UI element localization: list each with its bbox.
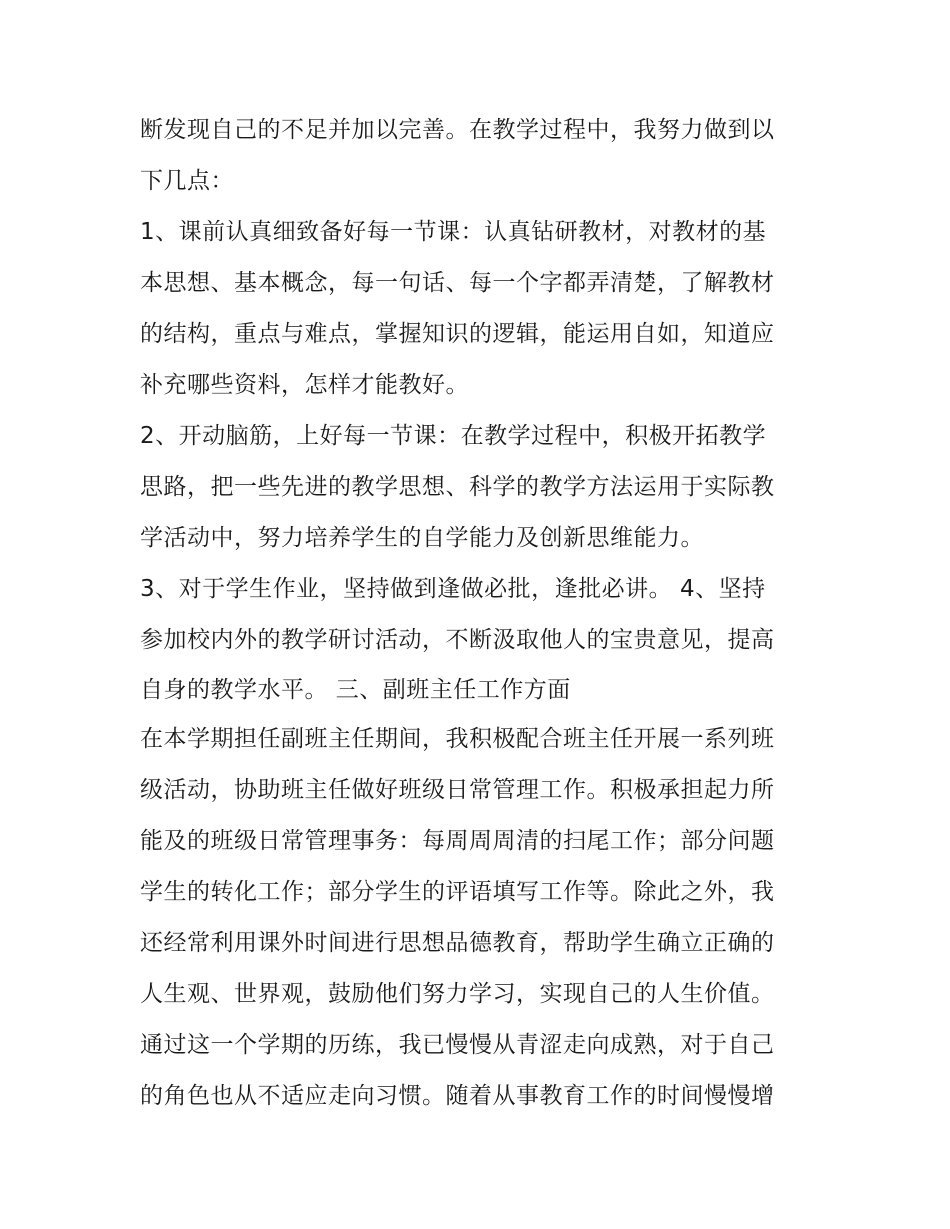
text-line: 参加校内外的教学研讨活动，不断汲取他人的宝贵意见，提高 [140,627,775,653]
text-line: 3、对于学生作业，坚持做到逢做必批，逢批必讲。 4、坚持 [140,576,766,602]
text-line: 人生观、世界观，鼓励他们努力学习，实现自己的人生价值。 [140,981,775,1007]
text-line: 的结构，重点与难点，掌握知识的逻辑，能运用自如，知道应 [140,321,775,347]
text-line: 1、课前认真细致备好每一节课：认真钻研教材，对教材的基 [140,219,767,245]
text-line: 通过这一个学期的历练，我已慢慢从青涩走向成熟，对于自己 [140,1032,775,1058]
text-line: 断发现自己的不足并加以完善。在教学过程中，我努力做到以 [140,117,775,143]
text-line: 补充哪些资料，怎样才能教好。 [140,372,469,398]
text-line: 学生的转化工作；部分学生的评语填写工作等。除此之外，我 [140,879,775,905]
text-line: 级活动，协助班主任做好班级日常管理工作。积极承担起力所 [140,777,775,803]
text-line: 2、开动脑筋，上好每一节课：在教学过程中，积极开拓教学 [140,423,767,449]
text-line: 自身的教学水平。 三、副班主任工作方面 [140,677,571,703]
text-line: 本思想、基本概念，每一句话、每一个字都弄清楚，了解教材 [140,270,775,296]
text-line: 学活动中，努力培养学生的自学能力及创新思维能力。 [140,525,704,551]
body-text [140,105,820,1122]
text-line: 在本学期担任副班主任期间，我积极配合班主任开展一系列班 [140,726,775,752]
text-line: 的角色也从不适应走向习惯。随着从事教育工作的时间慢慢增 [140,1083,775,1109]
text-line: 能及的班级日常管理事务：每周周周清的扫尾工作；部分问题 [140,828,775,854]
text-line: 思路，把一些先进的教学思想、科学的教学方法运用于实际教 [140,474,775,500]
text-line: 还经常利用课外时间进行思想品德教育，帮助学生确立正确的 [140,930,775,956]
text-line: 下几点： [140,168,234,194]
